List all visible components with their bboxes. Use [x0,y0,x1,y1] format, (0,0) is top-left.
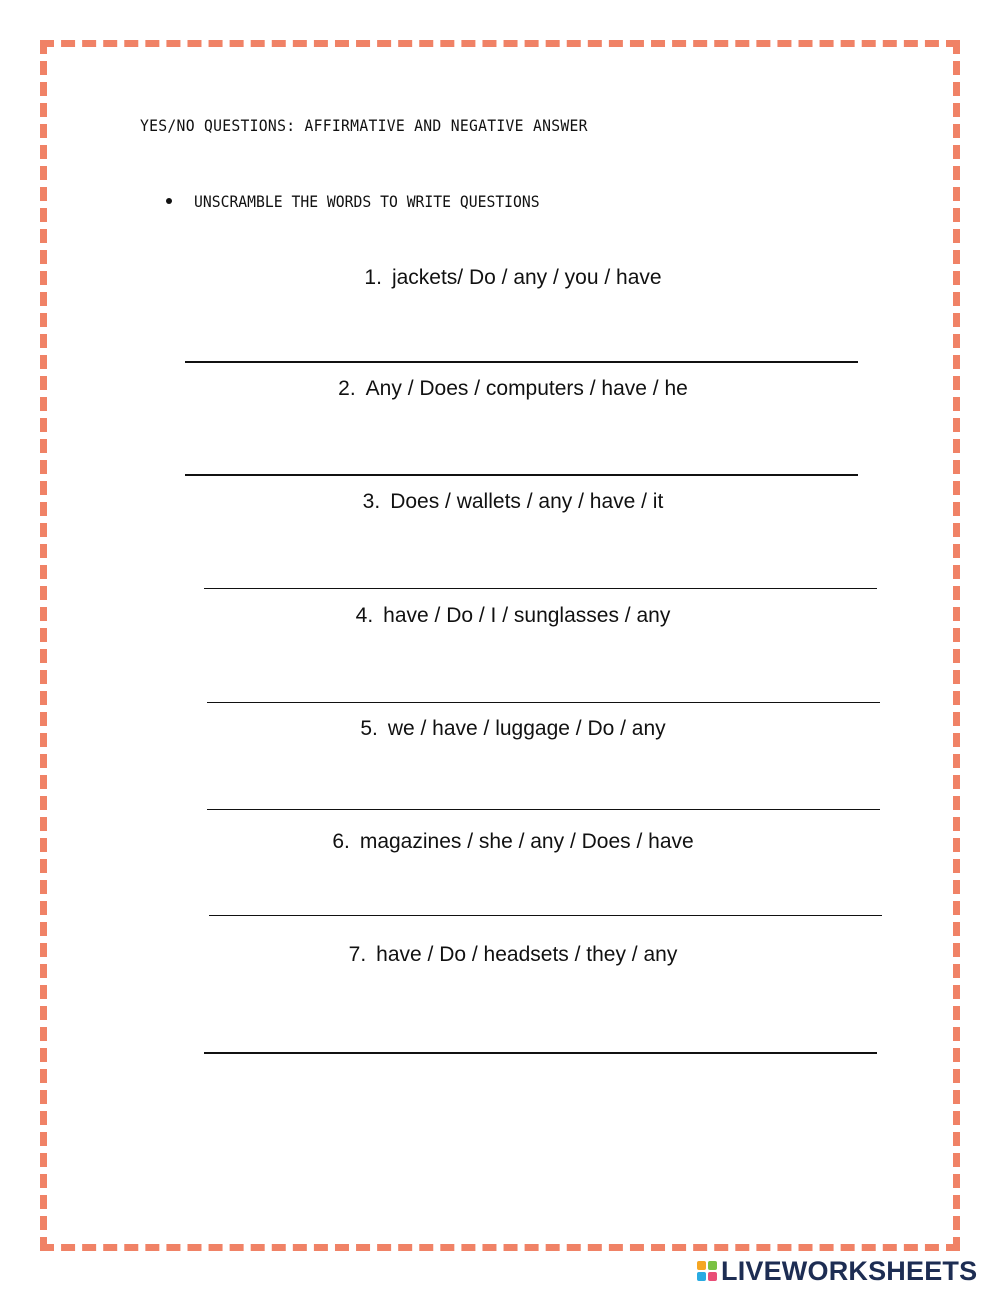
answer-line-2[interactable] [185,474,858,476]
question-text: have / Do / headsets / they / any [376,943,678,966]
answer-line-3[interactable] [204,588,877,589]
dashed-page-frame [40,40,960,1251]
question-2 [0,377,1000,401]
liveworksheets-logo-text: LIVEWORKSHEETS [721,1255,978,1286]
instruction-text: UNSCRAMBLE THE WORDS TO WRITE QUESTIONS [194,192,540,211]
question-7 [0,943,1000,967]
question-number: 1. [364,266,382,289]
question-text: magazines / she / any / Does / have [359,830,694,853]
question-text: we / have / luggage / Do / any [387,717,666,740]
question-text: Any / Does / computers / have / he [365,377,688,400]
question-number: 6. [332,830,350,853]
answer-line-4[interactable] [207,702,880,703]
answer-line-1[interactable] [185,361,858,363]
answer-line-7[interactable] [204,1052,877,1054]
question-number: 4. [355,604,374,627]
question-1 [0,266,1000,290]
question-number: 7. [348,943,367,966]
question-3 [0,490,1000,514]
question-5 [0,717,1000,741]
question-number: 3. [362,490,381,513]
answer-line-6[interactable] [209,915,882,916]
worksheet-title: YES/NO QUESTIONS: AFFIRMATIVE AND NEGATIVE ANSWER [140,116,588,135]
question-number: 5. [360,717,378,740]
question-6 [0,830,1000,854]
question-4 [0,604,1000,628]
instruction-bullet [166,192,570,211]
liveworksheets-logo-icon [697,1261,717,1281]
question-number: 2. [338,377,356,400]
question-text: have / Do / I / sunglasses / any [383,604,671,627]
liveworksheets-logo [697,1255,977,1287]
bullet-icon [166,198,172,204]
question-text: Does / wallets / any / have / it [390,490,664,513]
question-text: jackets/ Do / any / you / have [391,266,662,289]
answer-line-5[interactable] [207,809,880,810]
